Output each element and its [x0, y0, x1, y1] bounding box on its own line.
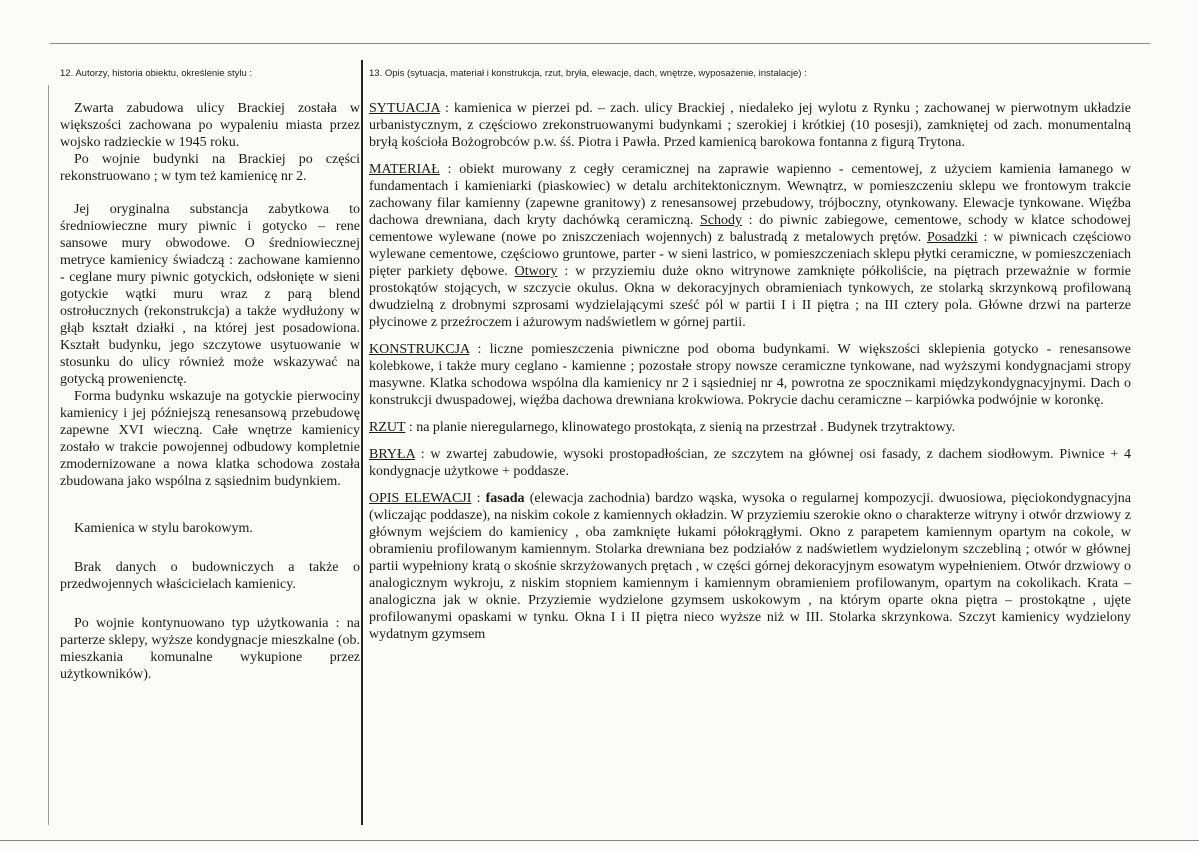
otwory-heading: Otwory	[514, 264, 558, 279]
bottom-rule	[0, 840, 1199, 841]
otwory-text: : w przyziemiu duże okno witrynowe zamknięte półkoliście, na piętrach przeważnie w formie prostokątów stojących, w szczycie okulus. Okna w dekoracyjnych obramieniach tynkowych, ze stolarką skrzynkową profilowaną dwudzielną z drobnymi szprosami wydzielającymi sześć pól w partii I i II piętra ; na III cztery pola. Główne drzwi na parterze płycinowe z przeźroczem i ażurowym nadświetlem w górnej partii.	[369, 264, 1131, 330]
bryla-section	[369, 446, 1131, 480]
material-heading: MATERIAŁ	[369, 162, 440, 177]
opis-elewacji-text: (elewacja zachodnia) bardzo wąska, wysoka o regularnej kompozycji. dwuosiowa, pięciokondygnacyjna (wliczając poddasze), na niskim cokole z kamiennych okładzin. W przyziemiu szerokie okno o charakterze witryny i otwór drzwiowy z głównym wejściem do kamienicy , oba zamknięte łukami półokrągłymi. Okno z parapetem kamiennym opartym na cokole, w obramieniu profilowanym kamiennym. Stolarka drewniana bez podziałów z nadświetlem wydzielonym szczebliną ; otwór w głównej partii wypełniony kratą o skośnie skrzyżowanych prętach , w części górnej dekoracyjnym esowatym wypełnieniem. Otwór drzwiowy o analogicznym wykroju, z niskim stopniem kamiennym i kamiennym obramieniem profilowanym, opartym na cokolikach. Krata – analogiczna jak w oknie. Przyziemie wydzielone gzymsem uskokowym , na którym oparte okna piętra – prostokątne , ujęte profilowanymi opaskami w tynku. Okna I i II piętra nieco wyższe niż w III. Stolarka skrzynkowa. Szczyt kamienicy wydzielony wydatnym gzymsem	[369, 491, 1131, 642]
right-column-header: 13. Opis (sytuacja, materiał i konstrukcja, rzut, bryła, elewacje, dach, wnętrze, wyposażenie, instalacje) :	[369, 68, 807, 79]
history-paragraph: Forma budynku wskazuje na gotyckie pierwociny kamienicy i jej późniejszą renesansową przebudowę zapewne XVI wieczną. Całe wnętrze kamienicy zostało w trakcie powojennej odbudowy kompletnie zmodernizowane a nowa klatka schodowa została zbudowana jako wspólna z sąsiednim budynkiem.	[60, 389, 360, 489]
top-rule	[50, 43, 1150, 44]
history-paragraph: Po wojnie budynki na Brackiej po części rekonstruowano ; w tym też kamienicę nr 2.	[60, 152, 360, 184]
sytuacja-section	[369, 100, 1131, 151]
description-column	[369, 100, 1131, 643]
history-column	[60, 100, 360, 683]
opis-elewacji-separator: :	[471, 491, 486, 506]
material-text: : obiekt murowany z cegły ceramicznej na zaprawie wapienno - cementowej, z użyciem kamienia łamanego w fundamentach i kamieniarki (piaskowiec) w detalu architektonicznym. Wewnątrz, w pomieszczeniu sklepu we frontowym trakcie zachowany filar kamienny (zapewne granitowy) z renesansowej przebudowy, trójboczny, otynkowany. Elewacje tynkowane. Więźba dachowa drewniana, dach kryty dachówką ceramiczną.	[369, 162, 1131, 228]
material-section	[369, 161, 1131, 331]
history-paragraph: Brak danych o budowniczych a także o przedwojennych właścicielach kamienicy.	[60, 560, 360, 592]
rzut-section	[369, 419, 1131, 436]
konstrukcja-heading: KONSTRUKCJA	[369, 342, 470, 357]
opis-elewacji-heading: OPIS ELEWACJI	[369, 491, 472, 506]
column-separator	[361, 60, 363, 825]
schody-text: : do piwnic zabiegowe, cementowe, schody w klatce schodowej cementowe wylewane (nowe po zniszczeniach wojennych) z balustradą z metalowych prętów.	[369, 213, 1131, 245]
rzut-text: : na planie nieregularnego, klinowatego prostokąta, z sienią na przestrzał . Budynek trzytraktowy.	[405, 420, 956, 435]
history-paragraph: Jej oryginalna substancja zabytkowa to średniowieczne mury piwnic i gotycko – rene sansowe mury obwodowe. O średniowiecznej metryce kamienicy świadczą : zachowane kamienno - ceglane mury piwnic gotyckich, odsłonięte w sieni gotyckie wątki muru wraz z parą blend ostrołucznych (rekonstrukcja) a także wydłużony w głąb kształt działki , na której jest posadowiona. Kształt budynku, jego szczytowe usytuowanie w stosunku do ulicy również może wskazywać na gotycką prowenienctę.	[60, 202, 360, 387]
rzut-heading: RZUT	[369, 420, 406, 435]
opis-elewacji-section	[369, 490, 1131, 643]
bryla-text: : w zwartej zabudowie, wysoki prostopadłościan, ze szczytem na głównej osi fasady, z dachem siodłowym. Piwnice + 4 kondygnacje użytkowe + poddasze.	[369, 447, 1131, 479]
fasada-term: fasada	[485, 491, 525, 506]
schody-heading: Schody	[700, 213, 743, 228]
history-paragraph: Zwarta zabudowa ulicy Brackiej została w większości zachowana po wypaleniu miasta przez wojsko radzieckie w 1945 roku.	[60, 101, 360, 150]
sytuacja-text: : kamienica w pierzei pd. – zach. ulicy Brackiej , niedaleko jej wylotu z Rynku ; zachowanej w pierwotnym układzie urbanistycznym, z częściowo zrekonstruowanymi budynkami ; szerokiej i krótkiej (10 posesji), zamkniętej od zach. monumentalną bryłą kościoła Bożogrobców p.w. śś. Piotra i Pawła. Przed kamienicą barokowa fontanna z figurą Trytona.	[369, 101, 1131, 150]
history-paragraph: Po wojnie kontynuowano typ użytkowania : na parterze sklepy, wyższe kondygnacje mieszkalne (ob. mieszkania komunalne wykupione przez użytkowników).	[60, 616, 360, 682]
konstrukcja-text: : liczne pomieszczenia piwniczne pod oboma budynkami. W większości sklepienia gotycko - renesansowe kolebkowe, i także mury ceglano - kamienne ; pozostałe stropy nowsze ceramiczne tynkowane, nad wyższymi kondygnacjami stropy masywne. Klatka schodowa wspólna dla kamienicy nr 2 i sąsiedniej nr 4, powrotna ze spocznikami międzykondygnacyjnymi. Dach o konstrukcji dwuspadowej, więźba dachowa drewniana krokwiowa. Pokrycie dachu ceramiczne – karpiówka podwójnie w koronkę.	[369, 342, 1131, 408]
posadzki-text: : w piwnicach częściowo wylewane cementowe, częściowo gruntowe, parter - w sieni lastrico, w pomieszczeniach sklepu płytki ceramiczne, w pomieszczeniach pięter parkiety dębowe.	[369, 230, 1131, 279]
konstrukcja-section	[369, 341, 1131, 409]
left-column-header: 12. Autorzy, historia obiektu, określenie stylu :	[60, 68, 253, 79]
posadzki-heading: Posadzki	[927, 230, 978, 245]
bryla-heading: BRYŁA	[369, 447, 415, 462]
left-margin-rule	[48, 85, 49, 825]
sytuacja-heading: SYTUACJA	[369, 101, 440, 116]
history-paragraph: Kamienica w stylu barokowym.	[74, 521, 253, 536]
